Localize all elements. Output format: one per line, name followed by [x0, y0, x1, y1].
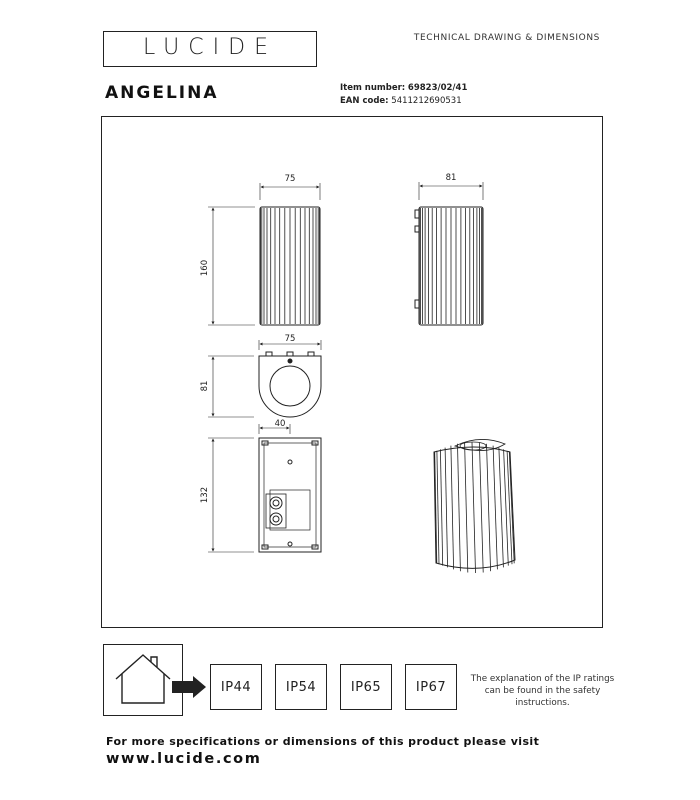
mounting-plate-view — [208, 424, 321, 552]
side-view — [415, 182, 483, 325]
flute-line — [472, 442, 476, 573]
perspective-view — [434, 439, 515, 573]
flute-line — [437, 451, 439, 564]
flute-line — [479, 443, 483, 573]
more-specs-text: For more specifications or dimensions of this product please visit — [106, 735, 540, 748]
flute-line — [440, 449, 442, 565]
house-icon-box — [103, 644, 183, 716]
ean-code: 5411212690531 — [391, 96, 462, 106]
brand-name: LUCIDE — [143, 35, 277, 60]
front-view — [208, 183, 320, 325]
plate-height-label: 132 — [200, 486, 210, 504]
item-number-label: Item number: — [340, 83, 406, 93]
product-name: ANGELINA — [105, 83, 219, 103]
flute-line — [487, 444, 491, 571]
flute-line — [465, 443, 468, 573]
ip-rating-badge: IP67 — [405, 664, 457, 710]
ip-rating-note: The explanation of the IP ratings can be found in the safety instructions. — [470, 674, 615, 708]
front-width-label: 75 — [284, 174, 296, 184]
flute-line — [509, 452, 514, 564]
top-depth-label: 81 — [200, 380, 210, 392]
item-number: 69823/02/41 — [407, 83, 468, 93]
top-width-label: 75 — [284, 334, 296, 344]
flute-line — [493, 446, 497, 570]
flute-line — [451, 446, 454, 570]
side-depth-label: 81 — [445, 173, 457, 183]
flute-line — [445, 448, 448, 568]
flute-line — [499, 448, 504, 568]
plate-width-label: 40 — [274, 419, 286, 429]
website-link[interactable]: www.lucide.com — [106, 751, 262, 767]
document-type: TECHNICAL DRAWING & DIMENSIONS — [413, 33, 600, 43]
ip-rating-badge: IP65 — [340, 664, 392, 710]
ip-rating-badge: IP54 — [275, 664, 327, 710]
ip-rating-badge: IP44 — [210, 664, 262, 710]
flute-line — [458, 444, 461, 571]
ean-label: EAN code: — [340, 96, 389, 106]
top-view — [208, 340, 321, 417]
front-height-label: 160 — [200, 259, 210, 277]
